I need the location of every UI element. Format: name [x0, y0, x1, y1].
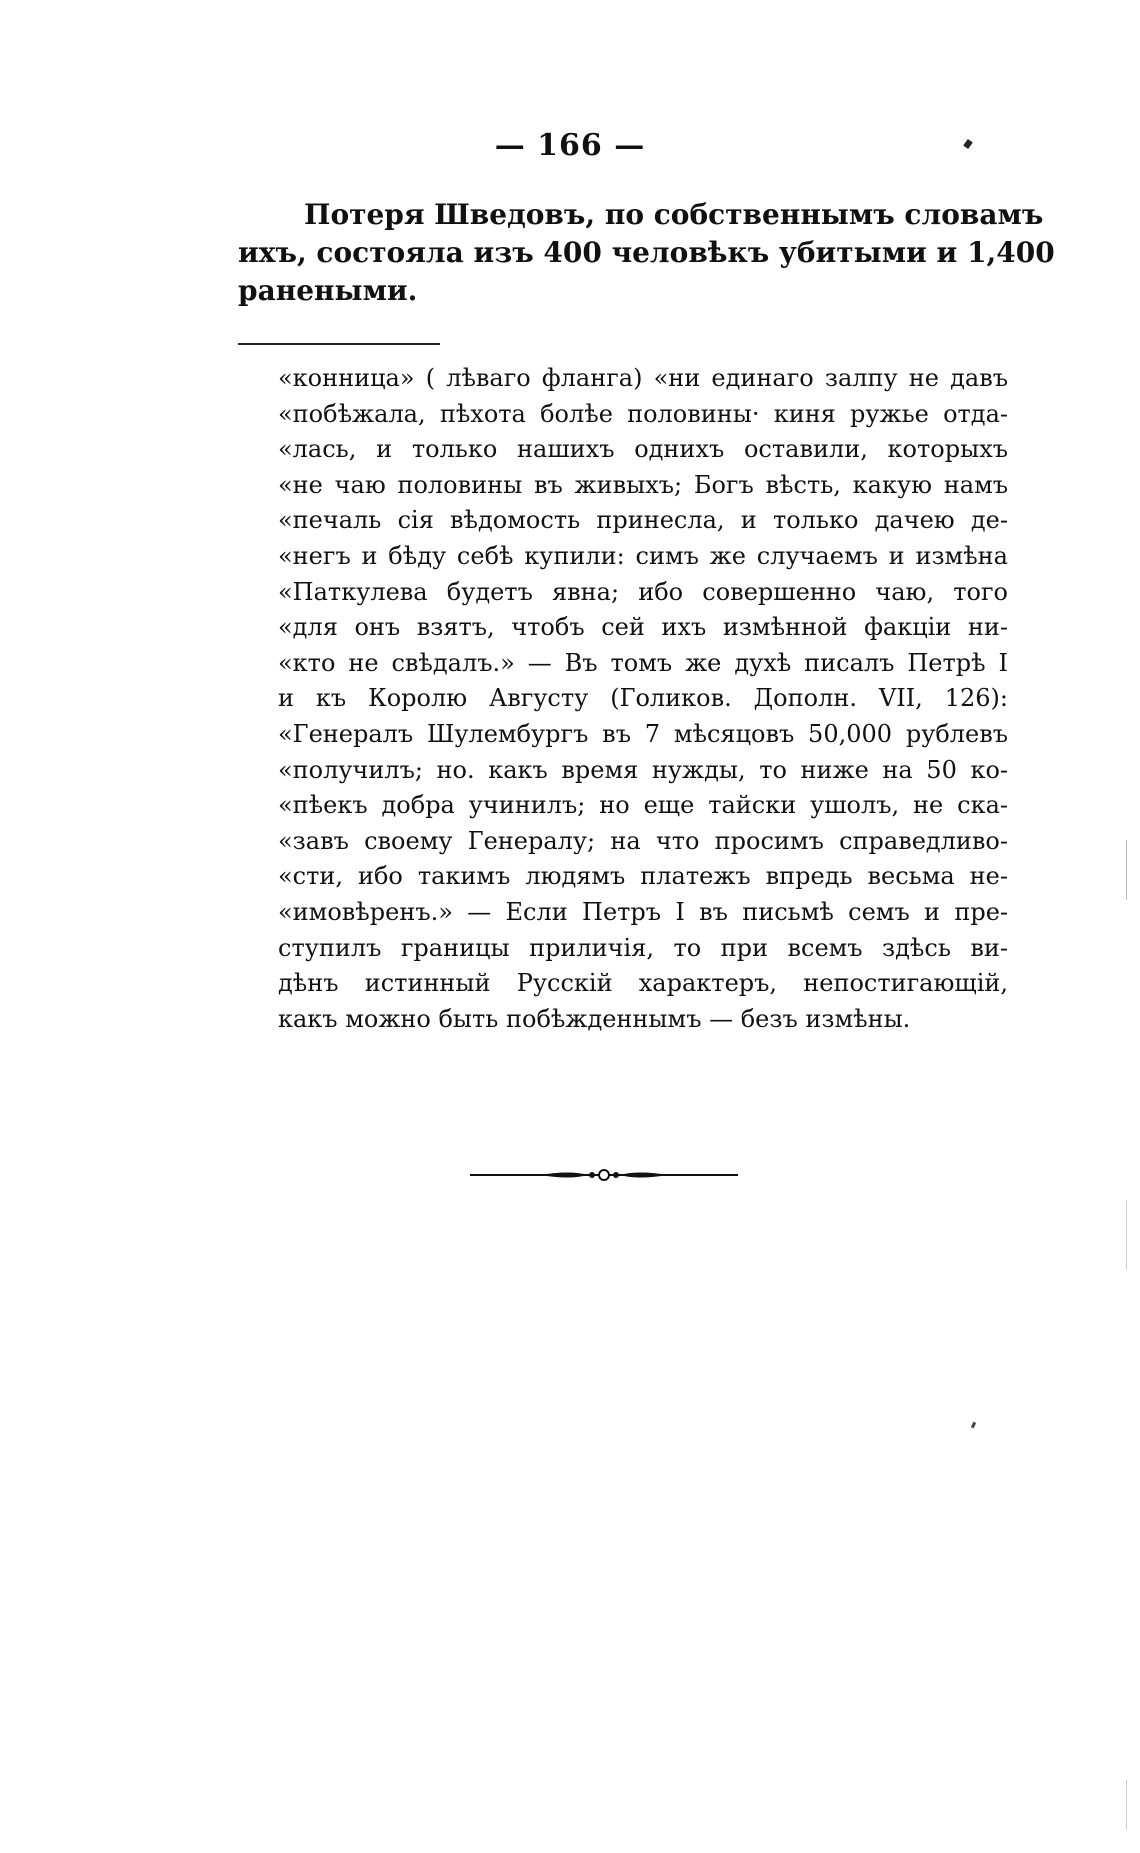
footnote-line: «имовѣренъ.» — Если Петръ I въ письмѣ семъ и пре- — [278, 897, 1008, 926]
main-line: ранеными. — [238, 274, 418, 307]
footnote-line: «печаль сія вѣдомость принесла, и только дачею де- — [278, 506, 1008, 535]
footnote-line: дѣнъ истинный Русскій характеръ, непостигающій, — [278, 969, 1008, 998]
footnote-line: ступилъ границы приличія, то при всемъ здѣсь ви- — [278, 933, 1008, 962]
ornamental-divider — [470, 1166, 738, 1184]
footnote-line: «получилъ; но. какъ время нужды, то ниже на 50 ко- — [278, 755, 1008, 784]
main-line: Потеря Шведовъ, по собственнымъ словамъ — [304, 198, 1044, 231]
footnote-line: «побѣжала, пѣхота болѣе половины· киня ружье отда- — [278, 399, 1008, 428]
print-speck — [971, 1422, 976, 1429]
scan-edge-mark — [1126, 1780, 1127, 1830]
scan-edge-mark — [1126, 1200, 1127, 1270]
main-paragraph — [238, 196, 1055, 310]
scan-edge-mark — [1126, 840, 1127, 900]
footnote-line: «кто не свѣдалъ.» — Въ томъ же духѣ писалъ Петрѣ I — [278, 648, 1008, 677]
footnote-line: «Паткулева будетъ явна; ибо совершенно чаю, того — [278, 577, 1008, 606]
footnote-line: «не чаю половины въ живыхъ; Богъ вѣсть, какую намъ — [278, 470, 1008, 499]
footnote-line: «завъ своему Генералу; на что просимъ справедливо- — [278, 826, 1008, 855]
footnote-line: какъ можно быть побѣжденнымъ — безъ измѣны. — [278, 1004, 911, 1033]
footnote-line: «негъ и бѣду себѣ купили: симъ же случаемъ и измѣна — [278, 541, 1008, 570]
footnote-line: «конница» ( лѣваго фланга) «ни единаго залпу не давъ — [278, 364, 1008, 392]
footnote-line: «для онъ взятъ, чтобъ сей ихъ измѣнной факціи ни- — [278, 613, 1008, 642]
footnote-line: «пѣекъ добра учинилъ; но еще тайски ушолъ, не ска- — [278, 791, 1008, 820]
footnote-separator-rule — [238, 343, 440, 345]
footnote-line: «лась, и только нашихъ однихъ оставили, которыхъ — [278, 435, 1008, 464]
page-number: — 166 — — [494, 128, 646, 163]
main-line: ихъ, состояла изъ 400 человѣкъ убитыми и 1,400 — [238, 236, 1055, 269]
footnote-line: «Генералъ Шулембургъ въ 7 мѣсяцовъ 50,000 рублевъ — [278, 719, 1008, 748]
footnote-line: и къ Королю Августу (Голиков. Дополн. VII, 126): — [278, 684, 1008, 713]
footnote-line: «сти, ибо такимъ людямъ платежъ впредь весьма не- — [278, 862, 1008, 891]
footnote — [278, 361, 1008, 1037]
